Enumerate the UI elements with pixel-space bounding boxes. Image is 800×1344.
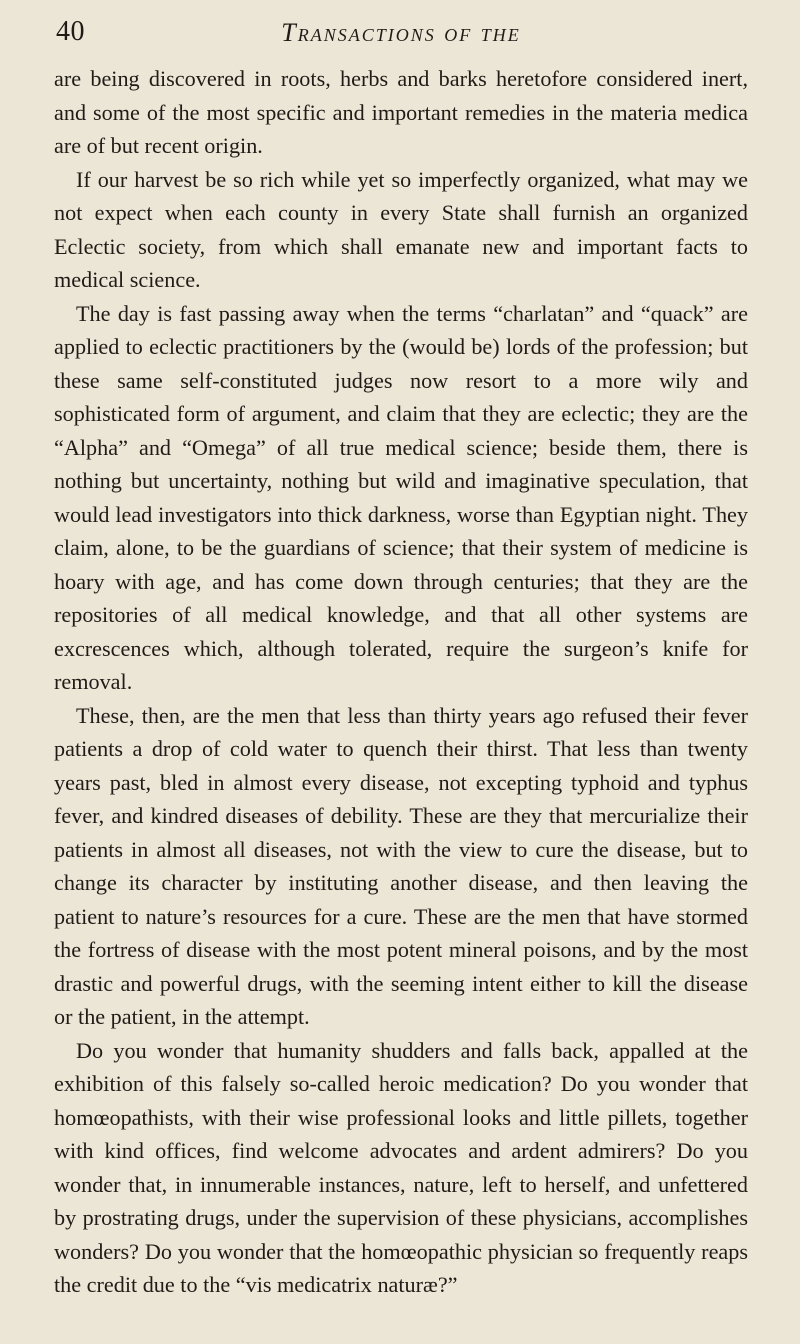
running-head: [54, 8, 748, 58]
paragraph-fever-patients: These, then, are the men that less than thirty years ago refused their fever patients a drop of cold water to quench their thirst. That less than twenty years past, bled in almost every disease, not excepting typhoid and typhus fever, and kindred diseases of debility. These are they that mercurialize their patients in almost all diseases, not with the view to cure the disease, but to change its character by instituting another disease, and then leaving the patient to nature’s resources for a cure. These are the men that have stormed the fortress of disease with the most potent mineral poisons, and by the most drastic and powerful drugs, with the seeming intent either to kill the disease or the patient, in the attempt.: [54, 702, 748, 1029]
body-text: [54, 62, 748, 1302]
paragraph-harvest: If our harvest be so rich while yet so imperfectly organized, what may we not expect when each county in every State shall furnish an organized Eclectic society, from which shall emanate new and important facts to medical science.: [54, 166, 748, 292]
page-number: 40: [56, 16, 85, 47]
paragraph-homoeopathy: Do you wonder that humanity shudders and falls back, appalled at the exhibition of this falsely so-called heroic medication? Do you wonder that homœopathists, with their wise professional looks and little pillets, together with kind offices, find welcome advocates and ardent admirers? Do you wonder that, in innumerable instances, nature, left to herself, and unfettered by prostrating drugs, under the supervision of these physicians, accomplishes wonders? Do you wonder that the homœopathic physician so frequently reaps the credit due to the “vis medicatrix naturæ?”: [54, 1037, 748, 1297]
paragraph-charlatan: The day is fast passing away when the terms “charlatan” and “quack” are applied to eclectic practitioners by the (would be) lords of the profession; but these same self-constituted judges now resort to a more wily and sophisticated form of argument, and claim that they are eclectic; they are the “Alpha” and “Omega” of all true medical science; beside them, there is nothing but uncertainty, nothing but wild and imaginative speculation, that would lead investigators into thick darkness, worse than Egyptian night. They claim, alone, to be the guardians of science; that their system of medicine is hoary with age, and has come down through centuries; that they are the repositories of all medical knowledge, and that all other systems are excrescences which, although tolerated, require the surgeon’s knife for removal.: [54, 300, 748, 694]
paragraph-continued: are being discovered in roots, herbs and barks heretofore considered inert, and some of the most specific and important remedies in the materia medica are of but recent origin.: [54, 66, 748, 158]
running-title: Transactions of the: [281, 18, 521, 47]
